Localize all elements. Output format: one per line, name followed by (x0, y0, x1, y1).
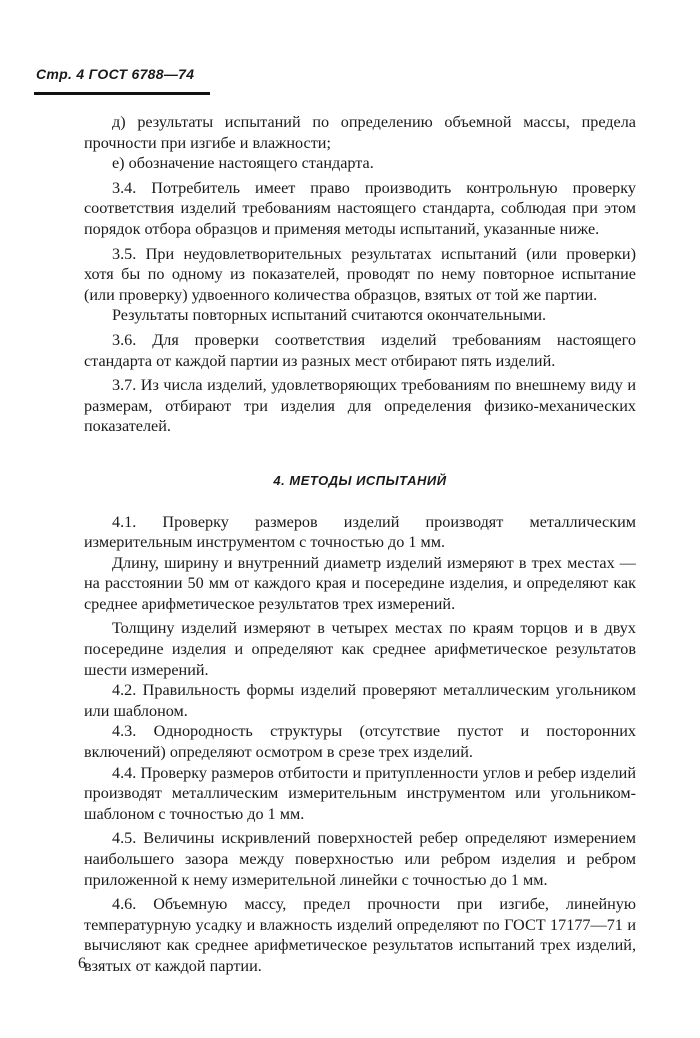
section-title: 4. МЕТОДЫ ИСПЫТАНИЙ (273, 472, 447, 488)
paragraph: 3.7. Из числа изделий, удовлетворяющих требованиям по внешнему виду и размерам, отбирают три изделия для определения физико-механических показателей. (84, 376, 636, 436)
paragraph: 3.6. Для проверки соответствия изделий требованиям настоящего стандарта от каждой партии из разных мест отбирают пять изделий. (84, 330, 636, 370)
header-rule (34, 92, 210, 95)
paragraph: е) обозначение настоящего стандарта. (112, 154, 374, 173)
paragraph: 4.3. Однородность структуры (отсутствие пустот и посторонних включений) определяют осмотром в срезе трех изделий. (84, 722, 636, 762)
paragraph: 4.6. Объемную массу, предел прочности при изгибе, линейную температурную усадку и влажность изделий определяют по ГОСТ 17177—71 и вычисляют как среднее арифметическое результатов испытаний трех изделий, взятых от каждой партии. (84, 895, 636, 975)
paragraph: д) результаты испытаний по определению объемной массы, предела прочности при изгибе и влажности; (84, 113, 636, 152)
paragraph: Толщину изделий измеряют в четырех местах по краям торцов и в двух посередине изделия и определяют как среднее арифметическое результатов шести измерений. (84, 619, 636, 679)
page-header: Стр. 4 ГОСТ 6788—74 (36, 66, 195, 82)
page-number: 6 (78, 955, 86, 972)
paragraph: 3.4. Потребитель имеет право производить контрольную проверку соответствия изделий требованиям настоящего стандарта, соблюдая при этом порядок отбора образцов и применяя методы испытаний, указанные ниже. (84, 178, 636, 238)
paragraph: 4.5. Величины искривлений поверхностей ребер определяют измерением наибольшего зазора между поверхностью или ребром изделия и ребром приложенной к нему измерительной линейки с точностью до 1 мм. (84, 829, 636, 889)
paragraph: 4.2. Правильность формы изделий проверяют металлическим угольником или шаблоном. (84, 681, 636, 720)
paragraph: 3.5. При неудовлетворительных результатах испытаний (или проверки) хотя бы по одному из показателей, проводят по нему повторное испытание (или проверку) удвоенного количества образцов, взятых от той же партии. (84, 244, 636, 304)
paragraph: 4.1. Проверку размеров изделий производят металлическим измерительным инструментом с точностью до 1 мм. (84, 512, 636, 552)
paragraph: 4.4. Проверку размеров отбитости и притупленности углов и ребер изделий производят металлическим измерительным инструментом или угольником-шаблоном с точностью до 1 мм. (84, 763, 636, 823)
paragraph: Результаты повторных испытаний считаются окончательными. (112, 306, 547, 325)
paragraph: Длину, ширину и внутренний диаметр изделий измеряют в трех местах — на расстоянии 50 мм от каждого края и посередине изделия, и определяют как среднее арифметическое результатов трех измерений. (84, 553, 636, 613)
body-text (84, 112, 636, 977)
